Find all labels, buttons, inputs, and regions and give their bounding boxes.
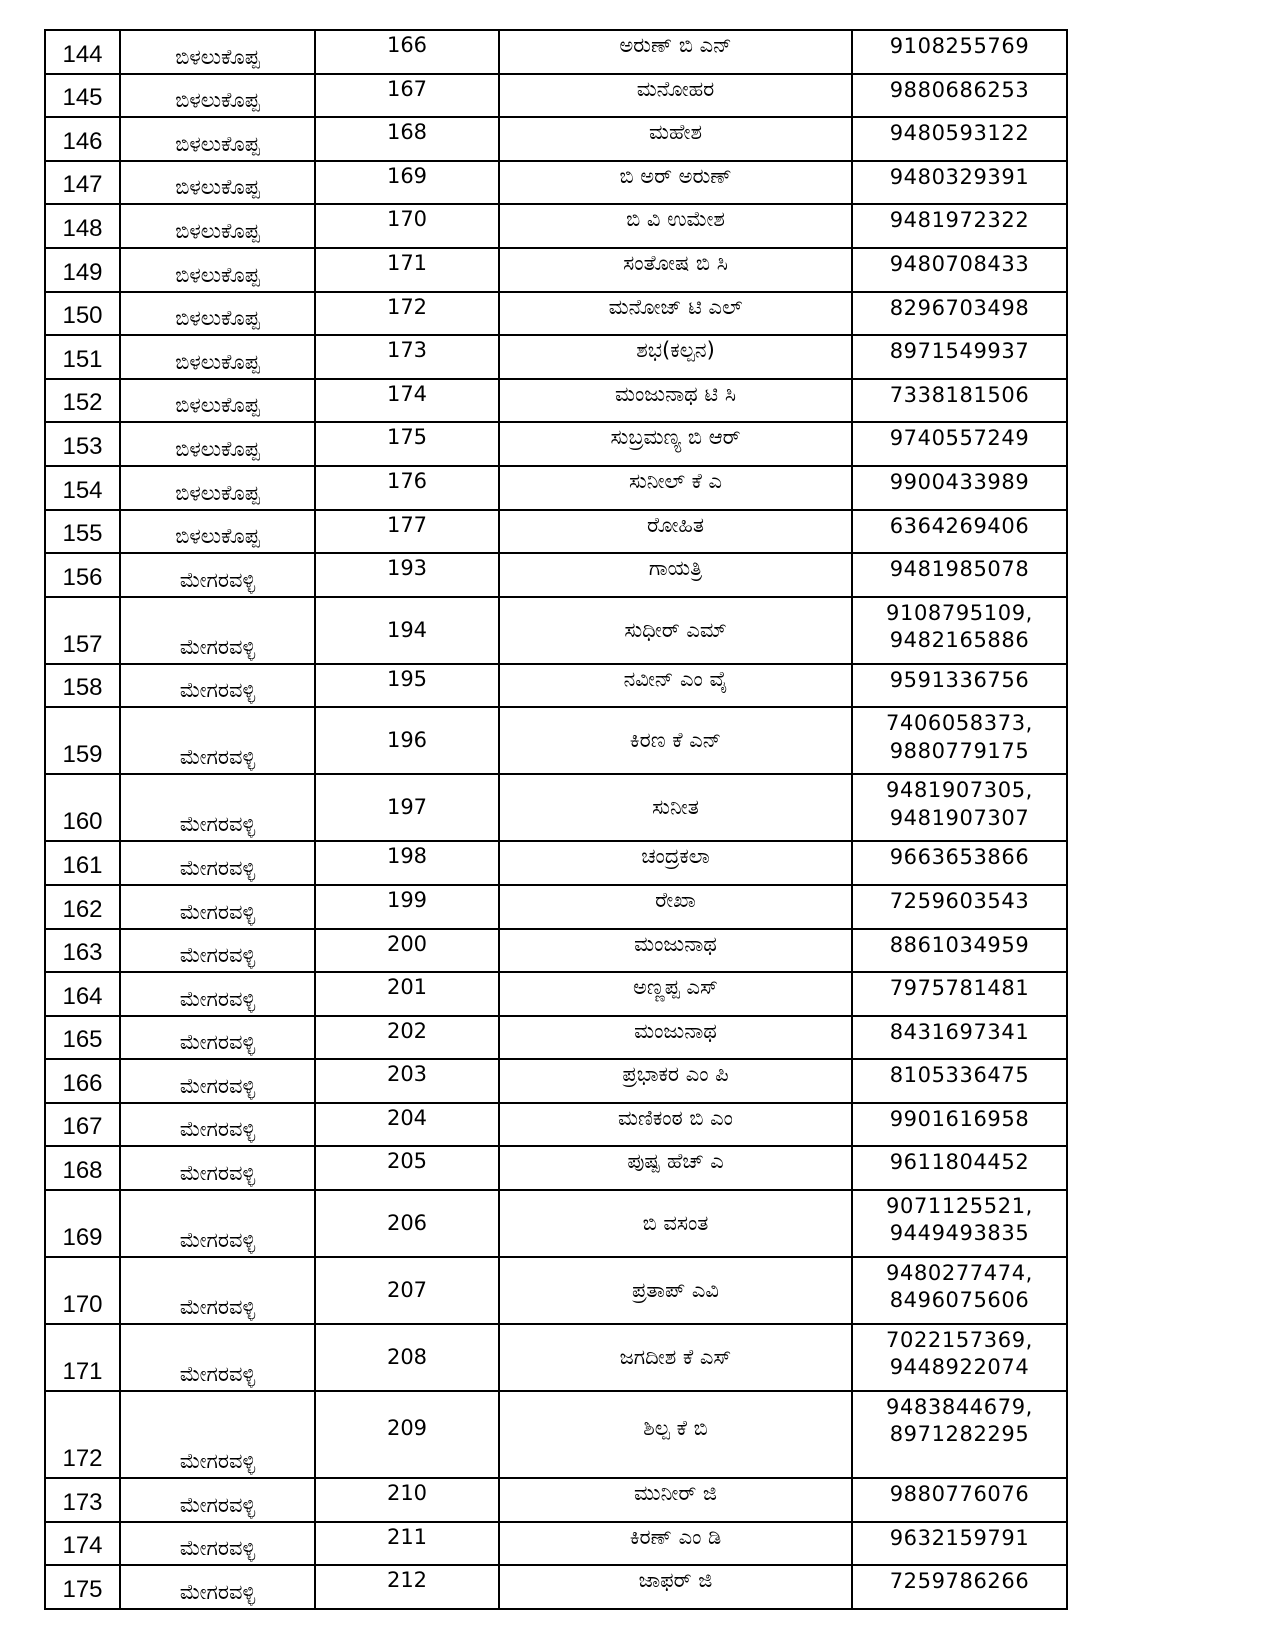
number-cell: 194 (315, 597, 499, 664)
phone-number: 9448922074 (889, 1355, 1030, 1380)
table-row (45, 1522, 1067, 1566)
name-cell: ಪ್ರಭಾಕರ ಎಂ ಪಿ (499, 1059, 852, 1103)
phone-cell (852, 466, 1067, 510)
phone-number: 9740557249 (889, 426, 1030, 451)
name-cell: ಸುನೀತ (499, 774, 852, 841)
phone-cell (852, 379, 1067, 423)
phone-number: 8105336475 (889, 1063, 1030, 1088)
village-cell: ಬಿಳಲುಕೊಪ್ಪ (120, 335, 315, 379)
name-cell: ಬಿ ವಸಂತ (499, 1190, 852, 1257)
contact-table-body (45, 30, 1067, 1609)
number-cell: 168 (315, 117, 499, 161)
table-row (45, 379, 1067, 423)
table-row (45, 972, 1067, 1016)
serial-number-cell: 160 (45, 774, 120, 841)
phone-cell (852, 30, 1067, 74)
table-row (45, 1478, 1067, 1522)
phone-number: 7975781481 (889, 976, 1030, 1001)
serial-number-cell: 172 (45, 1391, 120, 1478)
phone-number: 9482165886 (889, 628, 1030, 653)
phone-cell (852, 1146, 1067, 1190)
phone-number: 9663653866 (889, 845, 1030, 870)
serial-number-cell: 163 (45, 929, 120, 973)
table-row (45, 1565, 1067, 1609)
name-cell: ರೋಹಿತ (499, 510, 852, 554)
phone-cell (852, 1478, 1067, 1522)
phone-cell (852, 1190, 1067, 1257)
phone-cell (852, 248, 1067, 292)
phone-number: 9591336756 (889, 667, 1030, 692)
phone-number: 9901616958 (889, 1106, 1030, 1131)
name-cell: ಜಗದೀಶ ಕೆ ಎಸ್ (499, 1324, 852, 1391)
village-cell: ಮೇಗರವಳ್ಳಿ (120, 1016, 315, 1060)
serial-number-cell: 161 (45, 841, 120, 885)
table-row (45, 553, 1067, 597)
name-cell: ಗಾಯತ್ರಿ (499, 553, 852, 597)
phone-cell (852, 1324, 1067, 1391)
table-row (45, 1146, 1067, 1190)
number-cell: 205 (315, 1146, 499, 1190)
table-row (45, 1016, 1067, 1060)
serial-number-cell: 169 (45, 1190, 120, 1257)
phone-number: 8971282295 (889, 1422, 1030, 1447)
village-cell: ಬಿಳಲುಕೊಪ್ಪ (120, 117, 315, 161)
phone-cell (852, 841, 1067, 885)
name-cell: ಶಿಲ್ಪ ಕೆ ಬಿ (499, 1391, 852, 1478)
number-cell: 170 (315, 204, 499, 248)
village-cell: ಬಿಳಲುಕೊಪ್ಪ (120, 379, 315, 423)
name-cell: ಕಿರಣ ಕೆ ಎನ್ (499, 707, 852, 774)
phone-number: 8971549937 (889, 339, 1030, 364)
name-cell: ಶಭ(ಕಲ್ಪನ) (499, 335, 852, 379)
table-row (45, 422, 1067, 466)
phone-number: 9480277474, (886, 1261, 1033, 1286)
phone-number: 9480329391 (889, 164, 1030, 189)
number-cell: 203 (315, 1059, 499, 1103)
village-cell: ಮೇಗರವಳ್ಳಿ (120, 885, 315, 929)
village-cell: ಬಿಳಲುಕೊಪ್ಪ (120, 466, 315, 510)
name-cell: ಸಂತೋಷ ಬಿ ಸಿ (499, 248, 852, 292)
serial-number-cell: 162 (45, 885, 120, 929)
table-row (45, 335, 1067, 379)
phone-number: 9449493835 (889, 1221, 1030, 1246)
village-cell: ಮೇಗರವಳ್ಳಿ (120, 1257, 315, 1324)
name-cell: ಮಣಿಕಂಠ ಬಿ ಎಂ (499, 1103, 852, 1147)
serial-number-cell: 152 (45, 379, 120, 423)
name-cell: ಮಂಜುನಾಥ (499, 929, 852, 973)
name-cell: ಸುಬ್ರಮಣ್ಯ ಬಿ ಆರ್ (499, 422, 852, 466)
village-cell: ಮೇಗರವಳ್ಳಿ (120, 1059, 315, 1103)
phone-number: 7022157369, (886, 1328, 1033, 1353)
phone-cell (852, 774, 1067, 841)
phone-cell (852, 422, 1067, 466)
number-cell: 174 (315, 379, 499, 423)
number-cell: 201 (315, 972, 499, 1016)
phone-number: 9880776076 (889, 1482, 1030, 1507)
name-cell: ಬಿ ಅರ್ ಅರುಣ್ (499, 161, 852, 205)
serial-number-cell: 165 (45, 1016, 120, 1060)
phone-cell (852, 510, 1067, 554)
phone-number: 9880779175 (889, 738, 1030, 763)
village-cell: ಮೇಗರವಳ್ಳಿ (120, 597, 315, 664)
village-cell: ಬಿಳಲುಕೊಪ್ಪ (120, 248, 315, 292)
number-cell: 209 (315, 1391, 499, 1478)
village-cell: ಬಿಳಲುಕೊಪ್ಪ (120, 422, 315, 466)
phone-number: 6364269406 (889, 513, 1030, 538)
phone-cell (852, 161, 1067, 205)
village-cell: ಬಿಳಲುಕೊಪ್ಪ (120, 204, 315, 248)
serial-number-cell: 167 (45, 1103, 120, 1147)
number-cell: 195 (315, 664, 499, 708)
name-cell: ಮನೋಹರ (499, 74, 852, 118)
phone-number: 9483844679, (886, 1395, 1033, 1420)
number-cell: 196 (315, 707, 499, 774)
table-row (45, 117, 1067, 161)
table-row (45, 1391, 1067, 1478)
number-cell: 202 (315, 1016, 499, 1060)
table-row (45, 30, 1067, 74)
phone-number: 9108255769 (889, 34, 1030, 58)
serial-number-cell: 151 (45, 335, 120, 379)
name-cell: ಸುನೀಲ್ ಕೆ ಎ (499, 466, 852, 510)
number-cell: 212 (315, 1565, 499, 1609)
serial-number-cell: 148 (45, 204, 120, 248)
phone-number: 7338181506 (889, 382, 1030, 407)
name-cell: ಪುಷ್ಪ ಹೆಚ್ ಎ (499, 1146, 852, 1190)
serial-number-cell: 153 (45, 422, 120, 466)
village-cell: ಮೇಗರವಳ್ಳಿ (120, 1391, 315, 1478)
table-row (45, 1059, 1067, 1103)
table-row (45, 885, 1067, 929)
phone-number: 9481907307 (889, 805, 1030, 830)
serial-number-cell: 158 (45, 664, 120, 708)
number-cell: 176 (315, 466, 499, 510)
village-cell: ಮೇಗರವಳ್ಳಿ (120, 553, 315, 597)
serial-number-cell: 157 (45, 597, 120, 664)
number-cell: 171 (315, 248, 499, 292)
serial-number-cell: 150 (45, 292, 120, 336)
name-cell: ನವೀನ್ ಎಂ ವೈ (499, 664, 852, 708)
name-cell: ಕಿರಣ್ ಎಂ ಡಿ (499, 1522, 852, 1566)
village-cell: ಮೇಗರವಳ್ಳಿ (120, 1478, 315, 1522)
phone-cell (852, 117, 1067, 161)
phone-number: 7259603543 (889, 888, 1030, 913)
village-cell: ಮೇಗರವಳ್ಳಿ (120, 774, 315, 841)
number-cell: 175 (315, 422, 499, 466)
phone-number: 9481985078 (889, 557, 1030, 582)
village-cell: ಮೇಗರವಳ್ಳಿ (120, 1103, 315, 1147)
phone-number: 9632159791 (889, 1525, 1030, 1550)
phone-number: 8861034959 (889, 932, 1030, 957)
serial-number-cell: 171 (45, 1324, 120, 1391)
phone-cell (852, 885, 1067, 929)
phone-number: 9108795109, (886, 600, 1033, 625)
name-cell: ಸುಧೀರ್ ಎಮ್ (499, 597, 852, 664)
phone-number: 9480593122 (889, 121, 1030, 146)
phone-cell (852, 1059, 1067, 1103)
village-cell: ಮೇಗರವಳ್ಳಿ (120, 1324, 315, 1391)
serial-number-cell: 173 (45, 1478, 120, 1522)
table-row (45, 1324, 1067, 1391)
phone-number: 8296703498 (889, 295, 1030, 320)
village-cell: ಮೇಗರವಳ್ಳಿ (120, 1522, 315, 1566)
number-cell: 204 (315, 1103, 499, 1147)
number-cell: 197 (315, 774, 499, 841)
name-cell: ಬಿ ವಿ ಉಮೇಶ (499, 204, 852, 248)
village-cell: ಬಿಳಲುಕೊಪ್ಪ (120, 74, 315, 118)
phone-cell (852, 664, 1067, 708)
phone-number: 9611804452 (889, 1150, 1030, 1175)
number-cell: 210 (315, 1478, 499, 1522)
number-cell: 173 (315, 335, 499, 379)
village-cell: ಮೇಗರವಳ್ಳಿ (120, 972, 315, 1016)
serial-number-cell: 164 (45, 972, 120, 1016)
name-cell: ಮಹೇಶ (499, 117, 852, 161)
phone-cell (852, 972, 1067, 1016)
serial-number-cell: 155 (45, 510, 120, 554)
phone-number: 9071125521, (886, 1194, 1033, 1219)
serial-number-cell: 159 (45, 707, 120, 774)
number-cell: 166 (315, 30, 499, 74)
table-row (45, 1190, 1067, 1257)
serial-number-cell: 168 (45, 1146, 120, 1190)
phone-number: 9481972322 (889, 208, 1030, 233)
table-row (45, 597, 1067, 664)
phone-number: 7406058373, (886, 711, 1033, 736)
table-row (45, 74, 1067, 118)
phone-cell (852, 1391, 1067, 1478)
serial-number-cell: 146 (45, 117, 120, 161)
number-cell: 167 (315, 74, 499, 118)
table-row (45, 510, 1067, 554)
number-cell: 193 (315, 553, 499, 597)
name-cell: ಮುನೀರ್ ಜಿ (499, 1478, 852, 1522)
phone-number: 9880686253 (889, 77, 1030, 102)
serial-number-cell: 174 (45, 1522, 120, 1566)
phone-cell (852, 1565, 1067, 1609)
village-cell: ಮೇಗರವಳ್ಳಿ (120, 707, 315, 774)
phone-cell (852, 292, 1067, 336)
serial-number-cell: 156 (45, 553, 120, 597)
serial-number-cell: 149 (45, 248, 120, 292)
serial-number-cell: 154 (45, 466, 120, 510)
name-cell: ಮಂಜುನಾಥ (499, 1016, 852, 1060)
name-cell: ಅಣ್ಣಪ್ಪ ಎಸ್ (499, 972, 852, 1016)
number-cell: 211 (315, 1522, 499, 1566)
name-cell: ಅರುಣ್ ಬಿ ಎನ್ (499, 30, 852, 74)
phone-cell (852, 1016, 1067, 1060)
table-row (45, 1103, 1067, 1147)
village-cell: ಮೇಗರವಳ್ಳಿ (120, 1190, 315, 1257)
table-row (45, 841, 1067, 885)
serial-number-cell: 144 (45, 30, 120, 74)
village-cell: ಮೇಗರವಳ್ಳಿ (120, 664, 315, 708)
phone-cell (852, 707, 1067, 774)
village-cell: ಮೇಗರವಳ್ಳಿ (120, 1565, 315, 1609)
number-cell: 169 (315, 161, 499, 205)
table-row (45, 664, 1067, 708)
serial-number-cell: 170 (45, 1257, 120, 1324)
village-cell: ಮೇಗರವಳ್ಳಿ (120, 929, 315, 973)
number-cell: 199 (315, 885, 499, 929)
village-cell: ಬಿಳಲುಕೊಪ್ಪ (120, 30, 315, 74)
serial-number-cell: 166 (45, 1059, 120, 1103)
phone-cell (852, 597, 1067, 664)
phone-cell (852, 1522, 1067, 1566)
village-cell: ಬಿಳಲುಕೊಪ್ಪ (120, 510, 315, 554)
phone-cell (852, 1257, 1067, 1324)
number-cell: 208 (315, 1324, 499, 1391)
serial-number-cell: 175 (45, 1565, 120, 1609)
number-cell: 206 (315, 1190, 499, 1257)
number-cell: 172 (315, 292, 499, 336)
serial-number-cell: 147 (45, 161, 120, 205)
number-cell: 200 (315, 929, 499, 973)
table-row (45, 774, 1067, 841)
phone-cell (852, 1103, 1067, 1147)
phone-number: 7259786266 (889, 1569, 1030, 1594)
table-row (45, 204, 1067, 248)
phone-number: 9481907305, (886, 778, 1033, 803)
name-cell: ರೇಖಾ (499, 885, 852, 929)
village-cell: ಮೇಗರವಳ್ಳಿ (120, 841, 315, 885)
phone-number: 8496075606 (889, 1288, 1030, 1313)
table-row (45, 292, 1067, 336)
table-row (45, 248, 1067, 292)
phone-number: 9900433989 (889, 469, 1030, 494)
name-cell: ಮಂಜುನಾಥ ಟಿ ಸಿ (499, 379, 852, 423)
name-cell: ಮನೋಜ್ ಟಿ ಎಲ್ (499, 292, 852, 336)
serial-number-cell: 145 (45, 74, 120, 118)
phone-cell (852, 74, 1067, 118)
contact-table (44, 29, 1068, 1610)
phone-number: 9480708433 (889, 251, 1030, 276)
phone-number: 8431697341 (889, 1019, 1030, 1044)
phone-cell (852, 204, 1067, 248)
phone-cell (852, 553, 1067, 597)
table-row (45, 929, 1067, 973)
name-cell: ಜಾಫರ್ ಜಿ (499, 1565, 852, 1609)
village-cell: ಬಿಳಲುಕೊಪ್ಪ (120, 292, 315, 336)
village-cell: ಮೇಗರವಳ್ಳಿ (120, 1146, 315, 1190)
table-row (45, 1257, 1067, 1324)
village-cell: ಬಿಳಲುಕೊಪ್ಪ (120, 161, 315, 205)
table-row (45, 707, 1067, 774)
name-cell: ಚಂದ್ರಕಲಾ (499, 841, 852, 885)
phone-cell (852, 929, 1067, 973)
number-cell: 198 (315, 841, 499, 885)
name-cell: ಪ್ರತಾಪ್ ಎವಿ (499, 1257, 852, 1324)
number-cell: 177 (315, 510, 499, 554)
phone-cell (852, 335, 1067, 379)
table-row (45, 161, 1067, 205)
table-row (45, 466, 1067, 510)
number-cell: 207 (315, 1257, 499, 1324)
